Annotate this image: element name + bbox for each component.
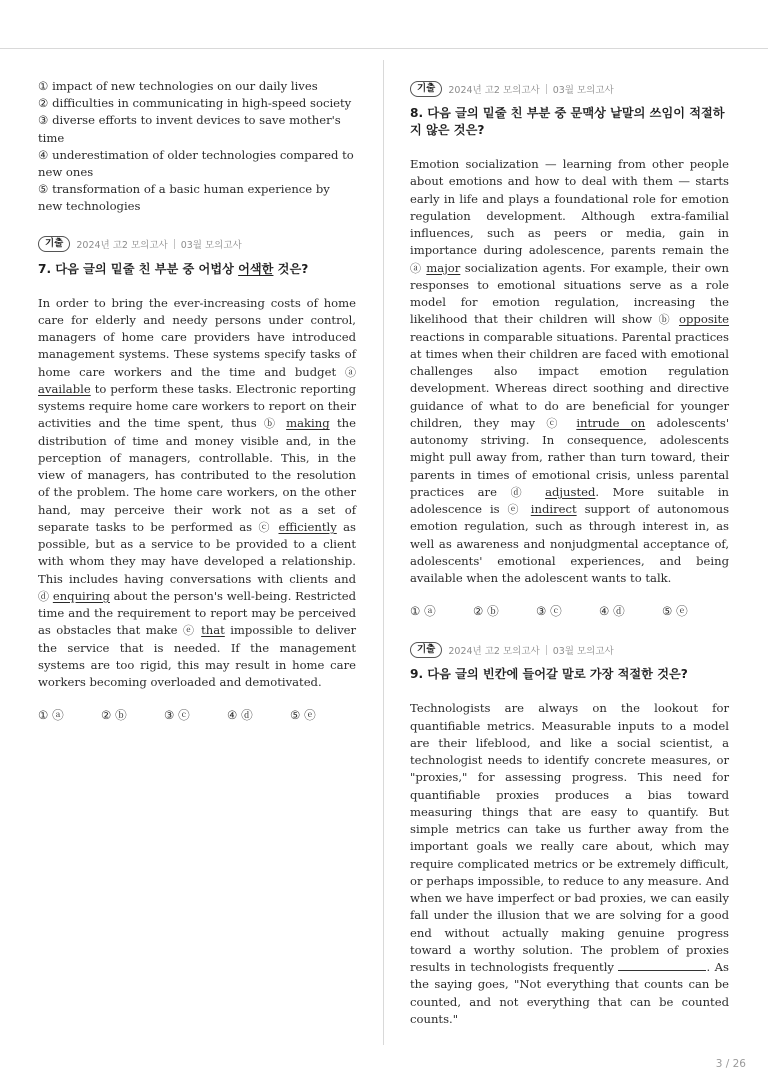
q7-title xyxy=(38,261,356,278)
underlined-c: intrude on xyxy=(576,415,646,430)
q7-month: 03월 모의고사 xyxy=(180,240,242,252)
marker-c: ⓒ xyxy=(258,520,273,534)
right-column xyxy=(410,80,729,1028)
underlined-e: that xyxy=(201,623,225,638)
answer-option-2[interactable]: ② ⓑ xyxy=(473,604,499,619)
marker-b: ⓑ xyxy=(264,417,279,431)
passage-text: adolescents' autonomy striving. In consequence, adolescents might pull away from, rather than turn toward, their parents in times of emotional crisis, unless parental practices are xyxy=(410,415,730,499)
answer-option-3[interactable]: ③ ⓒ xyxy=(536,604,562,619)
underlined-a: available xyxy=(38,381,91,396)
passage-text: support of autonomous emotion regulation, such as through interest in, as well as awareness and nonjudgmental acceptance of, adolescents' emotional experiences, and being available when the adolescent wants to talk. xyxy=(410,502,730,585)
q8-source-line xyxy=(410,80,729,97)
answer-option-5[interactable]: ⑤ ⓔ xyxy=(290,708,316,723)
q7-passage xyxy=(38,295,356,692)
q7-title-underlined: 어색한 xyxy=(238,261,274,276)
passage-text: about the person's well-being. Restricted time and the requirement to report may be perceived as obstacles that make xyxy=(38,588,357,638)
marker-e: ⓔ xyxy=(507,503,523,516)
passage-text: reactions in comparable situations. Parental practices at times when their children are faced with emotional challenges also impact emotion regulation development. Whereas direct soothing and directive guidance of what to do are beneficial for younger children, they may xyxy=(410,329,729,430)
passage-text: to perform these tasks. Electronic reporting systems require home care workers to report on their activities and the time spent, thus xyxy=(38,381,356,431)
marker-e: ⓔ xyxy=(182,624,196,638)
underlined-b: opposite xyxy=(679,312,730,327)
q9-source-line xyxy=(410,641,729,658)
passage-text: socialization agents. For example, their own responses to emotional situations serve as a role model for emotion regulation, increasing the likelihood that their children will show xyxy=(410,260,730,327)
choice-1: ① impact of new technologies on our daily lives xyxy=(38,79,318,93)
page-number: 3 / 26 xyxy=(715,1058,746,1070)
column-divider xyxy=(383,60,384,1045)
marker-d: ⓓ xyxy=(510,485,532,499)
q8-tag-badge: 기출 xyxy=(410,81,442,97)
marker-a: ⓐ xyxy=(345,365,356,379)
q8-answer-options xyxy=(410,603,729,619)
left-column xyxy=(38,78,356,723)
q8-passage xyxy=(410,156,729,587)
underlined-a: major xyxy=(426,260,461,275)
underlined-c: efficiently xyxy=(278,519,337,534)
underlined-d: adjusted xyxy=(545,484,596,499)
passage-text: Emotion socialization — learning from other people about emotions and how to deal with them — starts early in life and plays a foundational role for emotion regulation development. Although extra-familial influences, such as peers or media, gain in importance during adolescence, parents remain the xyxy=(410,157,729,258)
passage-text: . More suitable in adolescence is xyxy=(410,484,729,516)
answer-option-3[interactable]: ③ ⓒ xyxy=(164,708,190,723)
choice-5: ⑤ transformation of a basic human experience by new technologies xyxy=(38,182,330,214)
underlined-e: indirect xyxy=(530,502,577,516)
answer-option-1[interactable]: ① ⓐ xyxy=(38,708,64,723)
q9-year: 2024년 고2 모의고사 xyxy=(448,645,540,657)
q8-title: 8. 다음 글의 밑줄 친 부분 중 문맥상 낱말의 쓰임이 적절하지 않은 것은? xyxy=(410,106,725,137)
q9-month: 03월 모의고사 xyxy=(552,645,614,657)
passage-text: as possible, but as a service to be provided to a client with whom they may have developed a relationship. This includes having conversations with clients and xyxy=(38,519,356,586)
answer-option-4[interactable]: ④ ⓓ xyxy=(599,604,625,619)
marker-c: ⓒ xyxy=(546,416,565,430)
underlined-b: making xyxy=(286,416,330,431)
q8-month: 03월 모의고사 xyxy=(552,84,614,96)
previous-question-choices xyxy=(38,78,356,216)
q7-answer-options xyxy=(38,707,356,723)
choice-2: ② difficulties in communicating in high-speed society xyxy=(38,96,352,111)
choice-3: ③ diverse efforts to invent devices to save mother's time xyxy=(38,113,341,145)
separator xyxy=(546,84,547,94)
underlined-d: enquiring xyxy=(52,588,110,603)
separator xyxy=(174,239,175,249)
q7-title-end: 것은? xyxy=(273,261,309,276)
marker-a: ⓐ xyxy=(410,261,422,275)
marker-b: ⓑ xyxy=(658,313,673,327)
marker-d: ⓓ xyxy=(38,589,50,603)
passage-text: the distribution of time and money visible and, in the perception of managers, controllable. This, in the view of managers, has contributed to the resolution of the problem. The home care workers, on the other hand, may perceive their work not as a set of separate tasks to be performed as xyxy=(38,416,356,534)
separator xyxy=(546,645,547,655)
q9-passage xyxy=(410,700,729,1028)
q8-year: 2024년 고2 모의고사 xyxy=(448,84,540,96)
q7-year: 2024년 고2 모의고사 xyxy=(76,240,168,252)
q7-source-line xyxy=(38,236,356,253)
q7-tag-badge: 기출 xyxy=(38,236,70,252)
passage-text: In order to bring the ever-increasing costs of home care for elderly and needy persons under control, managers of home care providers have introduced management systems. These systems specify tasks of home care workers and the time and budget xyxy=(38,295,356,379)
passage-text: Technologists are always on the lookout for quantifiable metrics. Measurable inputs to a model are their lifeblood, and like a social scientist, a technologist needs to identify concrete measures, or "proxies," for assessing progress. This need for quantifiable proxies produces a bias toward measuring things that are easy to quantify. But simple metrics can take us further away from the important goals we really care about, which may require complicated metrics or be extremely difficult, or perhaps impossible, to reduce to any measure. And when we have imperfect or bad proxies, we can easily fall under the illusion that we are solving for a good end without actually making genuine progress toward a worthy solution. The problem of proxies results in technologists frequently xyxy=(410,701,729,974)
answer-blank xyxy=(618,959,706,971)
passage-text: . As the saying goes, "Not everything that counts can be counted, and not everything that can be counted counts." xyxy=(410,960,729,1026)
answer-option-5[interactable]: ⑤ ⓔ xyxy=(662,604,688,619)
q7-title-text: 7. 다음 글의 밑줄 친 부분 중 어법상 xyxy=(38,261,239,276)
answer-option-4[interactable]: ④ ⓓ xyxy=(227,708,253,723)
header-rule xyxy=(0,48,768,49)
passage-text: impossible to deliver the service that is needed. If the management systems are too rigid, this may result in home care workers becoming overloaded and demotivated. xyxy=(38,623,357,690)
choice-4: ④ underestimation of older technologies compared to new ones xyxy=(38,147,354,180)
q9-title: 9. 다음 글의 빈칸에 들어갈 말로 가장 적절한 것은? xyxy=(410,667,688,682)
answer-option-2[interactable]: ② ⓑ xyxy=(101,708,127,723)
q9-tag-badge: 기출 xyxy=(410,642,442,658)
answer-option-1[interactable]: ① ⓐ xyxy=(410,604,436,619)
